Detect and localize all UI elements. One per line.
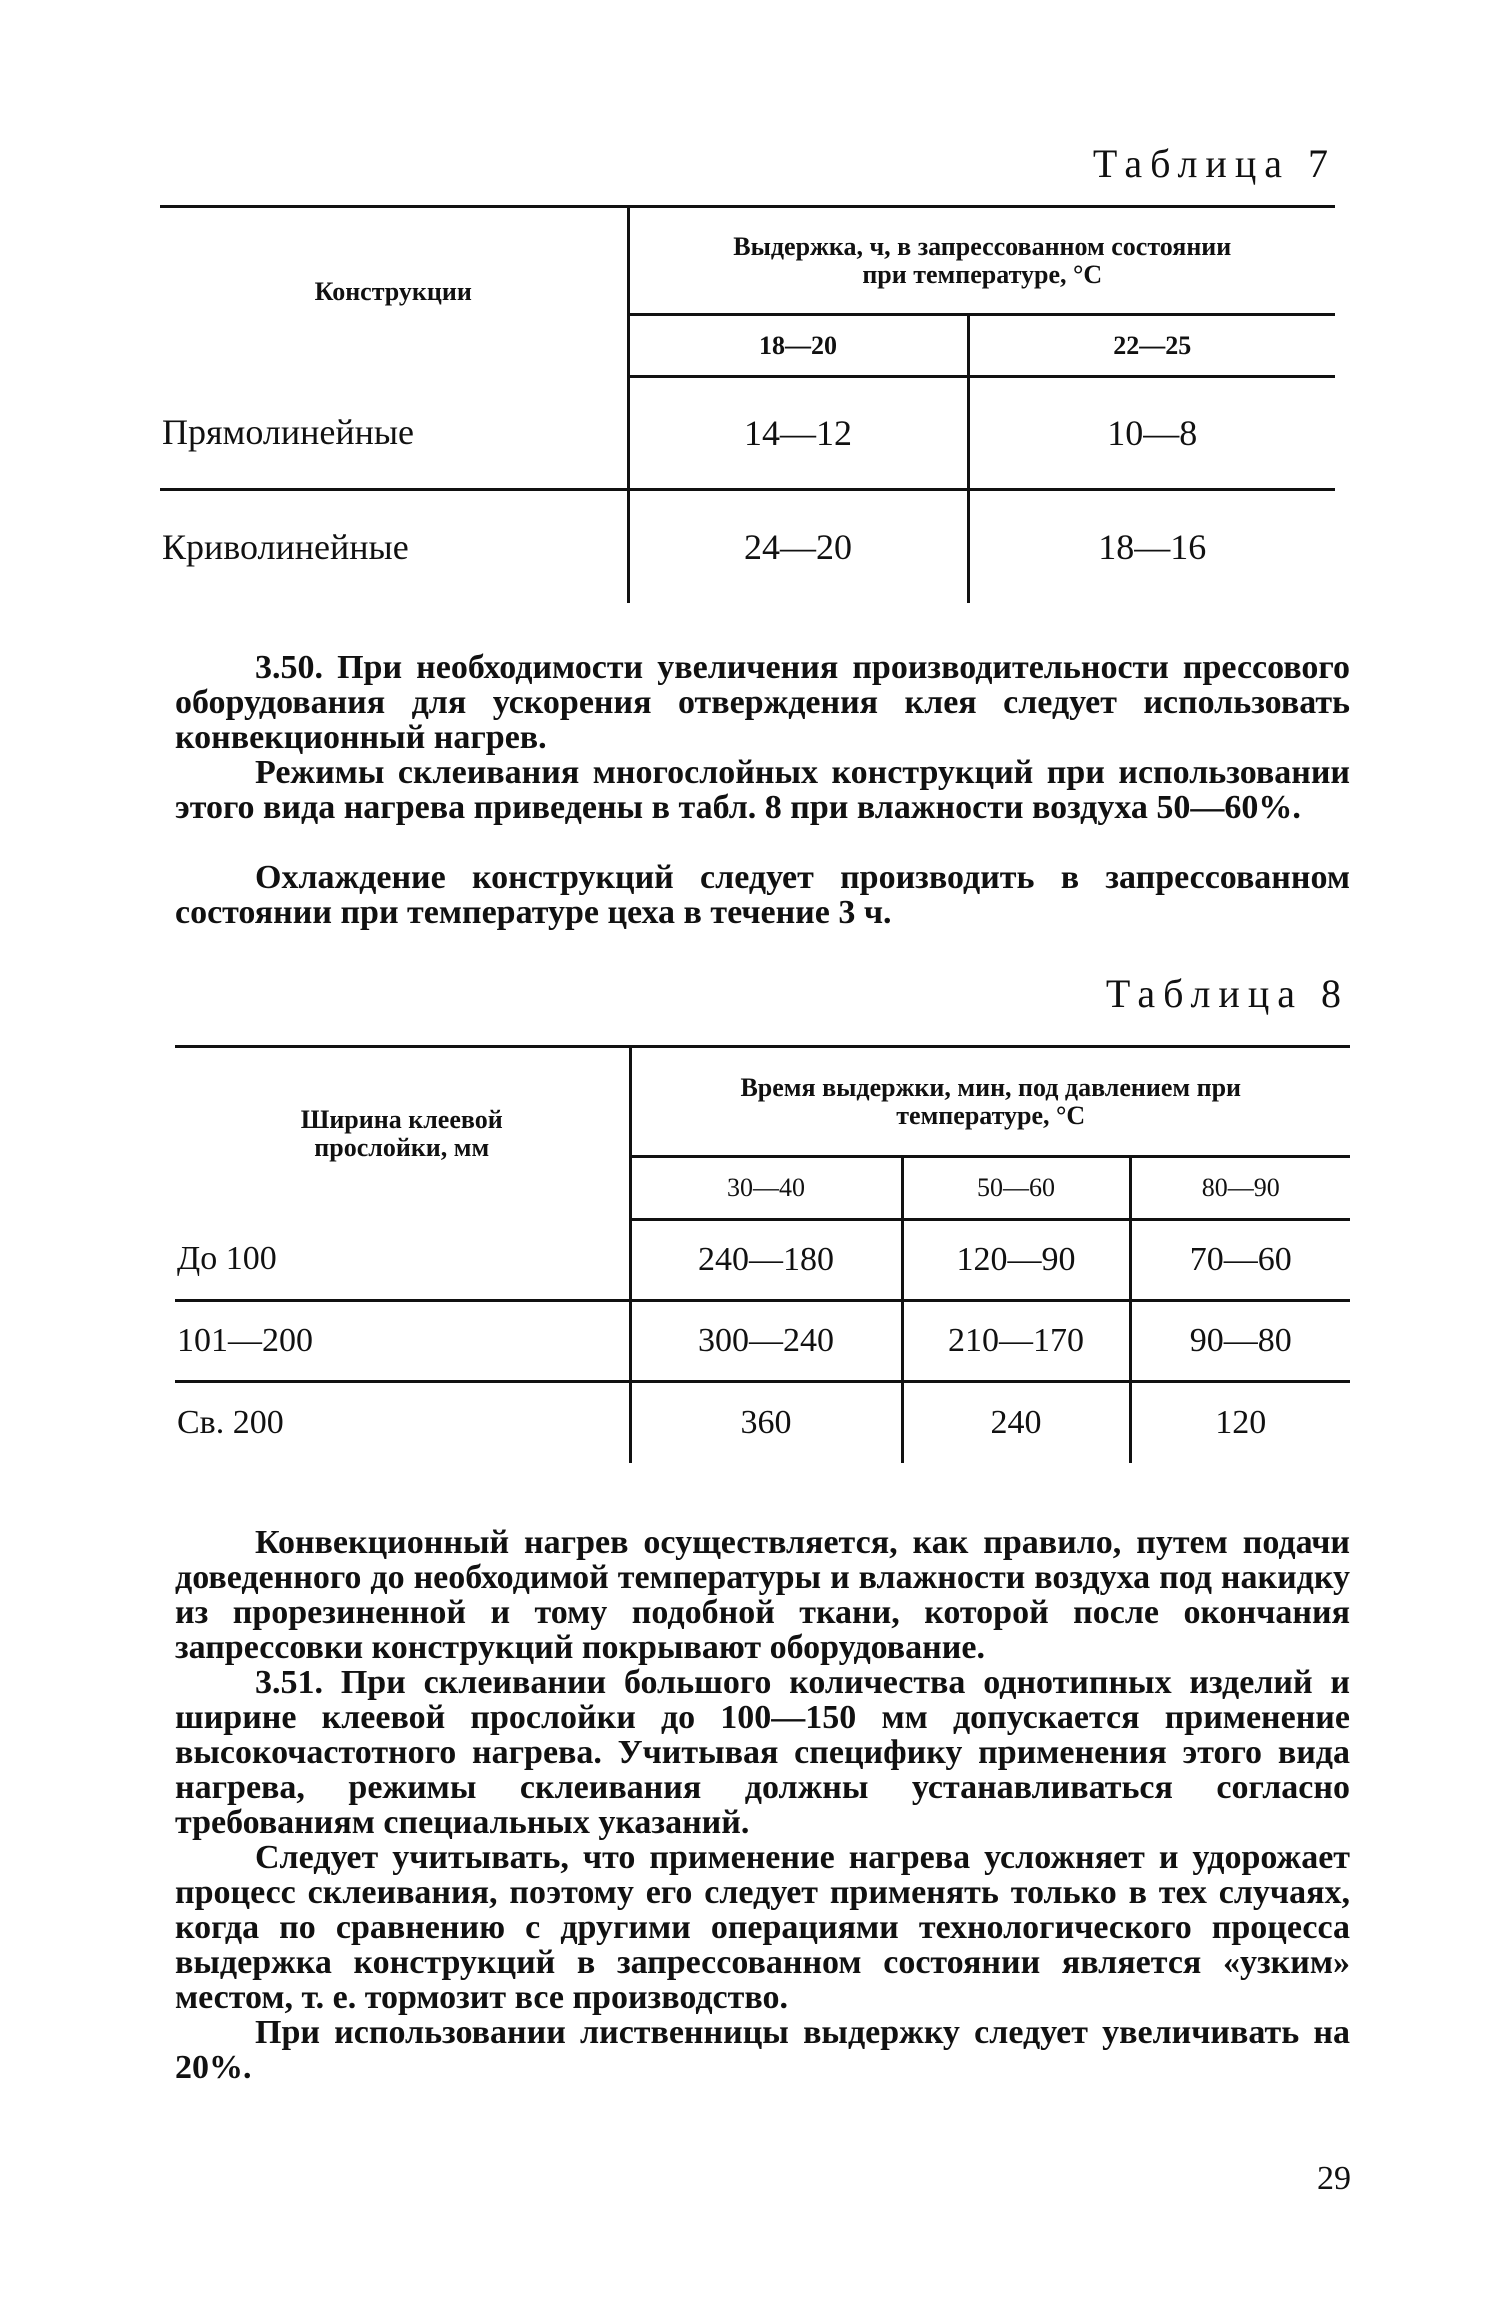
page-number: 29 [1317, 2160, 1351, 2197]
table-7-row-label: Прямолинейные [160, 377, 628, 490]
table-7-cell: 10—8 [968, 377, 1335, 490]
table-8-temp-header: 50—60 [902, 1157, 1130, 1220]
table-8-group-header [630, 1047, 1350, 1157]
paragraph-heating-note: Следует учитывать, что применение нагрева усложняет и удорожает процесс склеивания, поэтому его следует применять только в тех случаях, когда по сравнению с другими операциями технологического процесса выдержка конструкций в запрессованном состоянии является «узким» местом, т. е. тормозит все производство. [175, 1839, 1350, 2016]
table-8-row-label: Св. 200 [177, 1403, 284, 1441]
paragraph-3-51: 3.51. При склеивании большого количества однотипных изделий и ширине клеевой прослойки до 100—150 мм допускается применение высокочастотного нагрева. Учитывая специфику применения этого вида нагрева, режимы склеивания должны устанавливаться согласно требованиям специальных указаний. [175, 1664, 1350, 1841]
table-7 [160, 205, 1335, 603]
table-8-cell: 90—80 [1130, 1301, 1350, 1382]
table-row [160, 377, 1335, 490]
paragraph-cooling: Охлаждение конструкций следует производить в запрессованном состоянии при температуре цеха в течение 3 ч. [175, 859, 1350, 931]
table-8-caption: Таблица 8 [1105, 971, 1349, 1016]
table-row [175, 1301, 1350, 1382]
table-8-row-label: 101—200 [175, 1301, 630, 1382]
table-7-group-header-line1: Выдержка, ч, в запрессованном состоянии [733, 231, 1232, 261]
table-row [175, 1382, 1350, 1463]
table-7-group-header [628, 207, 1335, 315]
table-8-cell: 210—170 [902, 1301, 1130, 1382]
paragraph-3-50: 3.50. При необходимости увеличения производительности прессового оборудования для ускорения отверждения клея следует использовать конвекционный нагрев. [175, 649, 1350, 756]
table-8-cell: 240 [902, 1382, 1130, 1463]
table-row [160, 490, 1335, 603]
table-8-stub-header-line2: прослойки, мм [314, 1132, 490, 1162]
table-8-group-header-line1: Время выдержки, мин, под давлением при [740, 1072, 1242, 1102]
table-8-temp-header: 80—90 [1130, 1157, 1350, 1220]
paragraph-larch: При использовании лиственницы выдержку следует увеличивать на 20%. [175, 2014, 1350, 2086]
table-8-cell: 300—240 [630, 1301, 902, 1382]
table-8-cell: 120—90 [902, 1220, 1130, 1301]
table-8-group-header-line2: температуре, °С [896, 1100, 1086, 1130]
table-8-cell: 240—180 [630, 1220, 902, 1301]
paragraph-convection: Конвекционный нагрев осуществляется, как правило, путем подачи доведенного до необходимой температуры и влажности воздуха под накидку из прорезиненной и тому подобной ткани, которой после окончания запрессовки конструкций покрывают оборудование. [175, 1524, 1350, 1666]
table-7-cell: 24—20 [628, 490, 968, 603]
table-7-temp-header: 22—25 [968, 315, 1335, 377]
table-8 [175, 1045, 1350, 1463]
table-8-cell: 360 [630, 1382, 902, 1463]
table-7-cell: 14—12 [628, 377, 968, 490]
table-7-caption: Таблица 7 [1092, 141, 1336, 186]
table-7-stub-header: Конструкции [160, 207, 628, 377]
table-8-row-label: До 100 [175, 1220, 630, 1301]
table-7-cell: 18—16 [968, 490, 1335, 603]
table-8-stub-header-line1: Ширина клеевой [300, 1104, 503, 1134]
table-7-temp-header: 18—20 [628, 315, 968, 377]
table-row [175, 1220, 1350, 1301]
table-7-row-label: Криволинейные [162, 526, 409, 567]
table-8-cell: 70—60 [1130, 1220, 1350, 1301]
table-8-temp-header: 30—40 [630, 1157, 902, 1220]
paragraph-gluing-modes: Режимы склеивания многослойных конструкций при использовании этого вида нагрева приведены в табл. 8 при влажности воздуха 50—60%. [175, 754, 1350, 826]
table-8-cell: 120 [1130, 1382, 1350, 1463]
table-8-stub-header [175, 1047, 630, 1220]
table-7-group-header-line2: при температуре, °С [862, 259, 1103, 289]
